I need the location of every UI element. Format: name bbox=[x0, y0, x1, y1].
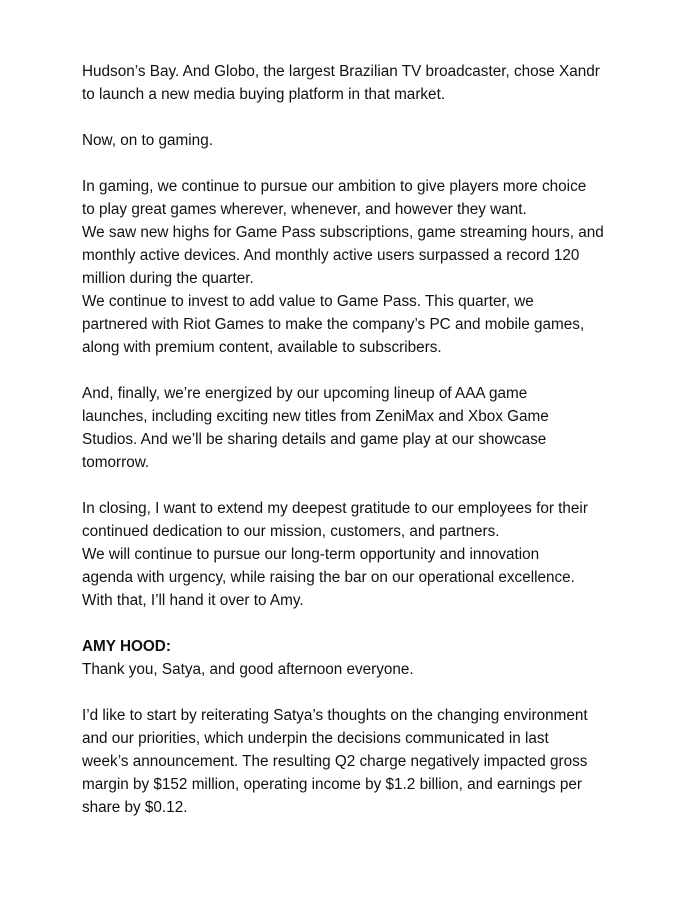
text-line: million during the quarter. bbox=[82, 270, 254, 287]
text-line: week’s announcement. The resulting Q2 charge negatively impacted gross bbox=[82, 753, 588, 770]
text-line: With that, I’ll hand it over to Amy. bbox=[82, 592, 304, 609]
text-line: partnered with Riot Games to make the company’s PC and mobile games, bbox=[82, 316, 585, 333]
text-line: Studios. And we’ll be sharing details and game play at our showcase bbox=[82, 431, 547, 448]
text-line: We will continue to pursue our long-term opportunity and innovation bbox=[82, 546, 540, 563]
text-line: Thank you, Satya, and good afternoon everyone. bbox=[82, 661, 414, 678]
text-line: monthly active devices. And monthly active users surpassed a record 120 bbox=[82, 247, 580, 264]
text-line: In closing, I want to extend my deepest gratitude to our employees for their bbox=[82, 500, 588, 517]
text-line: margin by $152 million, operating income by $1.2 billion, and earnings per bbox=[82, 776, 582, 793]
paragraph bbox=[82, 129, 642, 152]
text-line: launches, including exciting new titles from ZeniMax and Xbox Game bbox=[82, 408, 549, 425]
text-line: Hudson’s Bay. And Globo, the largest Brazilian TV broadcaster, chose Xandr bbox=[82, 63, 600, 80]
text-line: share by $0.12. bbox=[82, 799, 188, 816]
text-line: Now, on to gaming. bbox=[82, 132, 213, 149]
text-line: In gaming, we continue to pursue our ambition to give players more choice bbox=[82, 178, 587, 195]
paragraph bbox=[82, 658, 642, 681]
text-line: along with premium content, available to subscribers. bbox=[82, 339, 442, 356]
text-line: We saw new highs for Game Pass subscriptions, game streaming hours, and bbox=[82, 224, 604, 241]
speaker-name: AMY HOOD: bbox=[82, 638, 171, 655]
text-line: agenda with urgency, while raising the bar on our operational excellence. bbox=[82, 569, 575, 586]
paragraph bbox=[82, 382, 642, 474]
text-line: And, finally, we’re energized by our upcoming lineup of AAA game bbox=[82, 385, 528, 402]
text-line: and our priorities, which underpin the decisions communicated in last bbox=[82, 730, 549, 747]
paragraph bbox=[82, 60, 642, 106]
text-line: to play great games wherever, whenever, and however they want. bbox=[82, 201, 527, 218]
text-line: We continue to invest to add value to Game Pass. This quarter, we bbox=[82, 293, 534, 310]
text-line: continued dedication to our mission, customers, and partners. bbox=[82, 523, 500, 540]
paragraph bbox=[82, 497, 642, 612]
text-line: I’d like to start by reiterating Satya’s thoughts on the changing environment bbox=[82, 707, 588, 724]
document-page bbox=[82, 60, 642, 842]
paragraph bbox=[82, 175, 642, 359]
paragraph bbox=[82, 704, 642, 819]
text-line: to launch a new media buying platform in that market. bbox=[82, 86, 446, 103]
text-line: tomorrow. bbox=[82, 454, 150, 471]
